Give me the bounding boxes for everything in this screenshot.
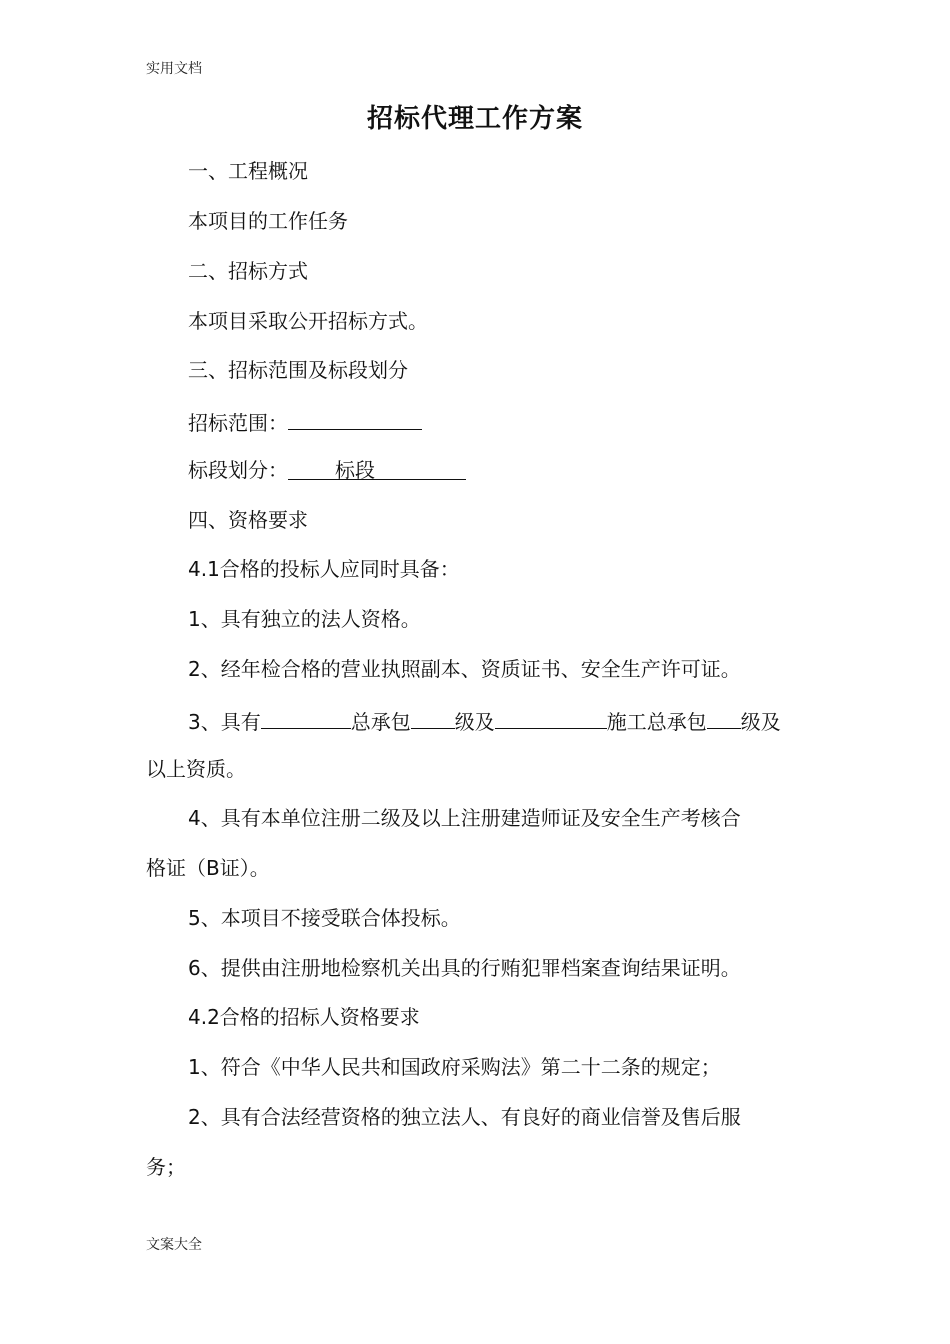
requirement-4-2-item-2: 2、具有合法经营资格的独立法人、有良好的商业信誉及售后服 [188, 1105, 741, 1129]
requirement-4-2-heading: 4.2合格的招标人资格要求 [188, 1005, 420, 1029]
lot-blank [288, 455, 466, 480]
requirement-4-1-item-2: 2、经年检合格的营业执照副本、资质证书、安全生产许可证。 [188, 657, 741, 681]
item-3-text-b: 总承包 [350, 710, 411, 734]
requirement-4-2-item-1: 1、符合《中华人民共和国政府采购法》第二十二条的规定； [188, 1055, 721, 1079]
requirement-4-1-item-1: 1、具有独立的法人资格。 [188, 607, 421, 631]
scope-label: 招标范围： [188, 411, 288, 435]
requirement-4-1-heading: 4.1合格的投标人应同时具备： [188, 557, 460, 581]
section-4-heading: 四、资格要求 [188, 508, 308, 532]
item-3-blank-3 [495, 704, 607, 729]
item-3-text-a: 3、具有 [188, 710, 261, 734]
requirement-4-1-item-4: 4、具有本单位注册二级及以上注册建造师证及安全生产考核合 [188, 806, 741, 830]
item-3-blank-1 [261, 704, 351, 729]
requirement-4-1-item-3 [188, 704, 781, 737]
page-footer: 文案大全 [146, 1237, 202, 1253]
requirement-4-1-item-6: 6、提供由注册地检察机关出具的行贿犯罪档案查询结果证明。 [188, 956, 741, 980]
lot-label: 标段划分： [188, 458, 288, 482]
document-title: 招标代理工作方案 [366, 104, 583, 134]
lot-line [188, 455, 466, 485]
lot-unit: 标段 [335, 458, 375, 482]
section-1-heading: 一、工程概况 [188, 159, 308, 183]
scope-line [188, 405, 422, 438]
section-3-heading: 三、招标范围及标段划分 [188, 358, 408, 382]
section-2-body: 本项目采取公开招标方式。 [188, 309, 428, 333]
requirement-4-1-item-3-cont: 以上资质。 [146, 757, 246, 781]
requirement-4-2-item-2-cont: 务； [146, 1155, 186, 1179]
page-header: 实用文档 [146, 61, 202, 77]
item-3-text-c: 级及 [454, 710, 495, 734]
item-3-blank-2 [411, 704, 455, 729]
item-3-blank-4 [707, 704, 741, 729]
section-1-body: 本项目的工作任务 [188, 209, 348, 233]
scope-blank [288, 405, 422, 430]
item-3-text-e: 级及 [740, 710, 781, 734]
section-2-heading: 二、招标方式 [188, 259, 308, 283]
requirement-4-1-item-4-cont: 格证（B证）。 [146, 856, 270, 880]
item-3-text-d: 施工总承包 [606, 710, 707, 734]
requirement-4-1-item-5: 5、本项目不接受联合体投标。 [188, 906, 461, 930]
